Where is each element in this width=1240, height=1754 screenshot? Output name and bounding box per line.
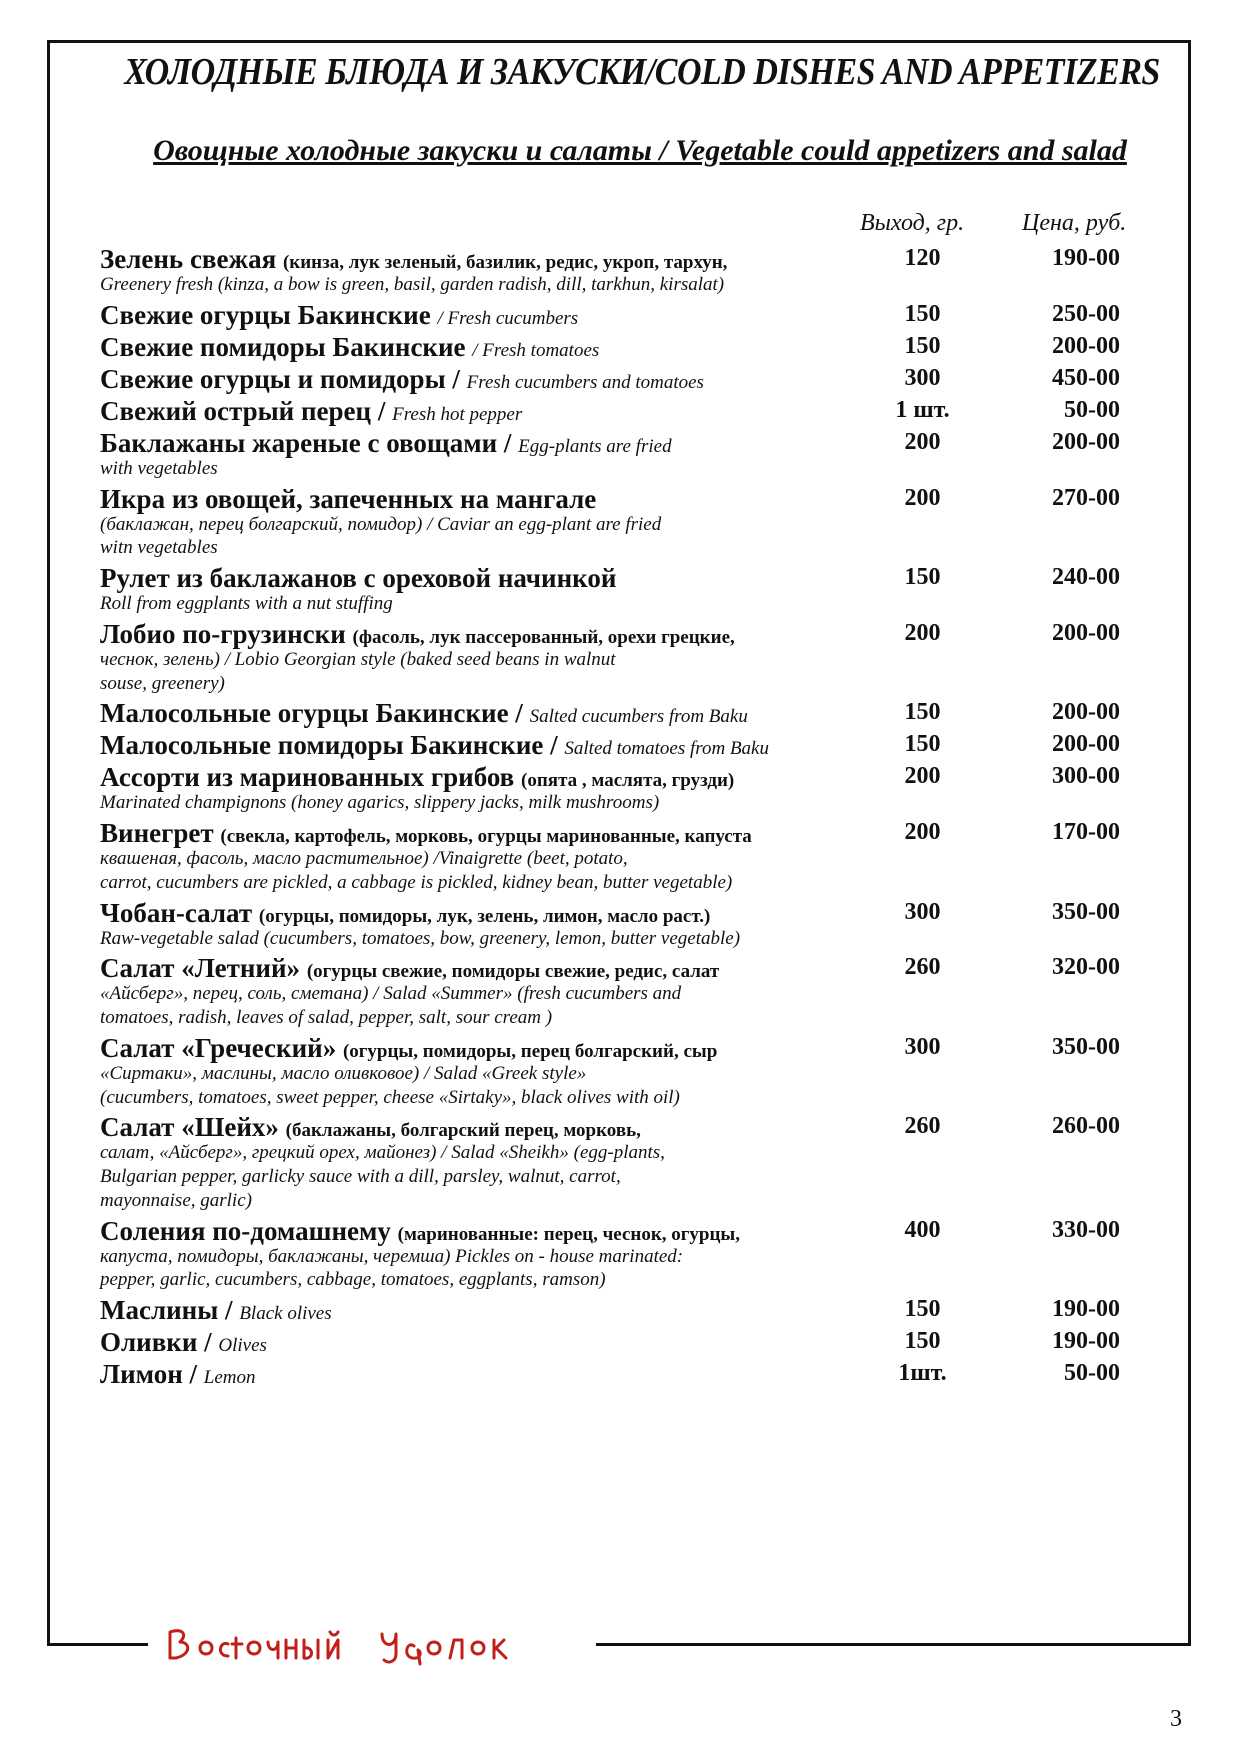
menu-item-name: Малосольные огурцы Бакинские / bbox=[100, 698, 523, 729]
menu-item-en-description: / Fresh tomatoes bbox=[472, 339, 600, 361]
menu-item-description-line: Marinated champignons (honey agarics, slippery jacks, milk mushrooms) bbox=[100, 792, 660, 814]
menu-item-description-line: чеснок, зелень) / Lobio Georgian style (baked seed beans in walnut bbox=[100, 648, 616, 670]
menu-item-price: 240-00 bbox=[1052, 564, 1120, 590]
menu-item bbox=[100, 427, 1140, 481]
menu-item-name: Лобио по-грузински bbox=[100, 618, 346, 649]
menu-item-title-line bbox=[100, 1032, 820, 1063]
menu-item-name: Свежие помидоры Бакинские bbox=[100, 331, 466, 362]
menu-item bbox=[100, 363, 1140, 394]
menu-item-title-line bbox=[100, 427, 820, 458]
menu-item-en-description: Olives bbox=[218, 1335, 267, 1356]
menu-item-description-line: souse, greenery) bbox=[100, 672, 225, 694]
menu-item-weight: 150 bbox=[904, 1296, 941, 1322]
menu-item-title-line bbox=[100, 1215, 820, 1246]
menu-item-price: 50-00 bbox=[1064, 1360, 1120, 1386]
menu-item bbox=[100, 897, 1140, 951]
menu-item-price: 250-00 bbox=[1052, 300, 1120, 327]
menu-item-weight: 300 bbox=[904, 898, 941, 925]
menu-item-title-line bbox=[100, 897, 820, 928]
menu-item bbox=[100, 1032, 1140, 1110]
menu-item-weight: 150 bbox=[904, 731, 941, 758]
menu-item-description-line: tomatoes, radish, leaves of salad, pepper, salt, sour cream ) bbox=[100, 1007, 553, 1028]
menu-item bbox=[100, 1361, 1140, 1388]
menu-item-en-description: Black olives bbox=[239, 1303, 332, 1324]
menu-item bbox=[100, 483, 1140, 561]
menu-item bbox=[100, 618, 1140, 696]
menu-item-weight: 200 bbox=[904, 619, 941, 646]
menu-item bbox=[100, 299, 1140, 330]
menu-item-ru-description: (кинза, лук зеленый, базилик, редис, укроп, тархун, bbox=[282, 252, 728, 273]
page-title: ХОЛОДНЫЕ БЛЮДА И ЗАКУСКИ/COLD DISHES AND APPETIZERS bbox=[124, 51, 1160, 94]
menu-item bbox=[100, 700, 1140, 727]
menu-item-price: 350-00 bbox=[1052, 898, 1120, 925]
menu-item-description-line: Greenery fresh (kinza, a bow is green, basil, garden radish, dill, tarkhun, kirsalat) bbox=[100, 274, 725, 295]
menu-item-description-line: Roll from eggplants with a nut stuffing bbox=[100, 593, 393, 614]
menu-item bbox=[100, 1329, 1140, 1356]
menu-item-weight: 300 bbox=[904, 1033, 941, 1060]
menu-item-description-line: капуста, помидоры, баклажаны, черемша) Pickles on - house marinated: bbox=[100, 1245, 684, 1267]
restaurant-logo-lettering bbox=[162, 1624, 582, 1668]
menu-item-title-line bbox=[100, 764, 820, 791]
menu-item-description-line: Bulgarian pepper, garlicky sauce with a dill, parsley, walnut, carrot, bbox=[100, 1166, 621, 1187]
menu-item-weight: 1шт. bbox=[898, 1360, 947, 1386]
menu-item-description-line: mayonnaise, garlic) bbox=[100, 1189, 252, 1211]
menu-item-weight: 150 bbox=[904, 564, 941, 590]
menu-item-weight: 400 bbox=[904, 1216, 941, 1243]
menu-item-ru-description: (опята , маслята, грузди) bbox=[521, 770, 735, 792]
menu-item-description-line: with vegetables bbox=[100, 457, 218, 479]
menu-item-title-line bbox=[100, 618, 820, 649]
menu-item-name: Рулет из баклажанов с ореховой начинкой bbox=[100, 563, 617, 593]
menu-item-title-line bbox=[100, 331, 820, 362]
menu-item-en-description: Egg-plants are fried bbox=[518, 435, 672, 457]
menu-item-title-line bbox=[100, 395, 820, 426]
menu-item-en-description: Fresh cucumbers and tomatoes bbox=[466, 371, 704, 393]
menu-item-price: 200-00 bbox=[1052, 731, 1120, 758]
menu-item-weight: 200 bbox=[904, 819, 941, 845]
menu-item-en-description: / Fresh cucumbers bbox=[437, 307, 579, 329]
menu-item-price: 260-00 bbox=[1052, 1113, 1120, 1140]
menu-item-price: 170-00 bbox=[1052, 819, 1120, 845]
menu-item-title-line bbox=[100, 1329, 820, 1356]
menu-item-price: 450-00 bbox=[1052, 364, 1120, 391]
menu-item-name: Ассорти из маринованных грибов bbox=[100, 762, 515, 793]
menu-item-title-line bbox=[100, 246, 820, 273]
menu-item-title-line bbox=[100, 700, 820, 727]
menu-item-price: 190-00 bbox=[1052, 1328, 1120, 1354]
menu-item-name: Салат «Греческий» bbox=[100, 1032, 337, 1063]
menu-item bbox=[100, 732, 1140, 759]
menu-item-description-line: Raw-vegetable salad (cucumbers, tomatoes, bow, greenery, lemon, butter vegetable) bbox=[100, 927, 741, 949]
menu-item-description-line: салат, «Айсберг», грецкий орех, майонез) / Salad «Sheikh» (egg-plants, bbox=[100, 1142, 665, 1164]
menu-item bbox=[100, 820, 1140, 895]
menu-item-price: 320-00 bbox=[1052, 954, 1120, 981]
menu-item-en-description: Fresh hot pepper bbox=[392, 403, 523, 425]
menu-item-title-line bbox=[100, 565, 820, 592]
price-column-header: Цена, руб. bbox=[1022, 210, 1127, 236]
menu-item-weight: 150 bbox=[904, 699, 941, 726]
menu-item-name: Винегрет bbox=[100, 818, 214, 848]
menu-item-ru-description: (свекла, картофель, морковь, огурцы маринованные, капуста bbox=[220, 826, 752, 847]
menu-item-en-description: Salted cucumbers from Baku bbox=[529, 706, 748, 728]
menu-item-weight: 300 bbox=[904, 364, 941, 391]
menu-item-name: Зелень свежая bbox=[100, 244, 277, 274]
menu-item-title-line bbox=[100, 1114, 820, 1141]
menu-item-ru-description: (огурцы свежие, помидоры свежие, редис, салат bbox=[306, 961, 720, 983]
menu-item bbox=[100, 395, 1140, 426]
menu-item-description-line: (баклажан, перец болгарский, помидор) / Caviar an egg-plant are fried bbox=[100, 513, 662, 535]
menu-item-title-line bbox=[100, 1297, 820, 1324]
menu-item-name: Салат «Шейх» bbox=[100, 1112, 279, 1143]
menu-item-weight: 150 bbox=[904, 300, 941, 327]
menu-item-weight: 120 bbox=[904, 245, 941, 271]
menu-item-name: Соления по-домашнему bbox=[100, 1215, 391, 1246]
menu-item bbox=[100, 1297, 1140, 1324]
menu-item-name: Баклажаны жареные с овощами / bbox=[100, 427, 512, 458]
menu-item bbox=[100, 955, 1140, 1030]
menu-item-name: Свежий острый перец / bbox=[100, 395, 386, 426]
menu-item-weight: 1 шт. bbox=[895, 396, 950, 423]
menu-item-title-line bbox=[100, 1361, 820, 1388]
menu-item bbox=[100, 331, 1140, 362]
menu-item-weight: 150 bbox=[904, 1328, 941, 1354]
menu-item-price: 200-00 bbox=[1052, 332, 1120, 359]
restaurant-logo bbox=[148, 1624, 596, 1668]
menu-item-weight: 260 bbox=[904, 954, 941, 981]
page-number: 3 bbox=[1170, 1706, 1182, 1732]
menu-item-description-line: pepper, garlic, cucumbers, cabbage, tomatoes, eggplants, ramson) bbox=[100, 1269, 606, 1291]
menu-item-name: Лимон / bbox=[100, 1359, 198, 1389]
menu-item bbox=[100, 1215, 1140, 1293]
menu-item-price: 300-00 bbox=[1052, 763, 1120, 790]
menu-item-price: 200-00 bbox=[1052, 619, 1120, 646]
menu-item-name: Маслины / bbox=[100, 1295, 233, 1325]
menu-item-ru-description: (баклажаны, болгарский перец, морковь, bbox=[285, 1120, 641, 1142]
menu-item-name: Свежие огурцы Бакинские bbox=[100, 299, 431, 330]
menu-item bbox=[100, 764, 1140, 815]
menu-item-description-line: «Сиртаки», маслины, масло оливковое) / Salad «Greek style» bbox=[100, 1062, 587, 1084]
menu-item-weight: 200 bbox=[904, 484, 941, 511]
menu-item-en-description: Lemon bbox=[203, 1367, 256, 1388]
menu-item-title-line bbox=[100, 299, 820, 330]
menu-item-price: 190-00 bbox=[1052, 245, 1120, 271]
menu-item-ru-description: (огурцы, помидоры, лук, зелень, лимон, масло раст.) bbox=[258, 905, 711, 927]
menu-item-price: 330-00 bbox=[1052, 1216, 1120, 1243]
menu-item-ru-description: (маринованные: перец, чеснок, огурцы, bbox=[397, 1223, 741, 1245]
menu-item-weight: 260 bbox=[904, 1113, 941, 1140]
menu-item-ru-description: (огурцы, помидоры, перец болгарский, сыр bbox=[342, 1040, 718, 1062]
menu-item-name: Салат «Летний» bbox=[100, 953, 301, 984]
weight-column-header: Выход, гр. bbox=[860, 210, 965, 236]
menu-item-title-line bbox=[100, 820, 820, 847]
menu-item-price: 270-00 bbox=[1052, 484, 1120, 511]
menu-item-title-line bbox=[100, 483, 820, 514]
menu-item-price: 350-00 bbox=[1052, 1033, 1120, 1060]
menu-item bbox=[100, 565, 1140, 616]
menu-item-name: Свежие огурцы и помидоры / bbox=[100, 363, 460, 394]
menu-item-price: 50-00 bbox=[1064, 396, 1120, 423]
menu-item-name: Малосольные помидоры Бакинские / bbox=[100, 730, 558, 761]
menu-item-price: 190-00 bbox=[1052, 1296, 1120, 1322]
menu-item-en-description: Salted tomatoes from Baku bbox=[564, 738, 769, 760]
menu-item-description-line: witn vegetables bbox=[100, 537, 218, 559]
menu-item-description-line: квашеная, фасоль, масло растительное) /Vinaigrette (beet, potato, bbox=[100, 848, 628, 869]
menu-item-weight: 200 bbox=[904, 428, 941, 455]
menu-item-description-line: carrot, cucumbers are pickled, a cabbage is pickled, kidney bean, butter vegetable) bbox=[100, 871, 733, 893]
menu-item-ru-description: (фасоль, лук пассерованный, орехи грецкие, bbox=[352, 626, 735, 648]
section-subtitle: Овощные холодные закуски и салаты / Vegetable could appetizers and salad bbox=[153, 134, 1127, 167]
menu-item-title-line bbox=[100, 955, 820, 982]
menu-item bbox=[100, 246, 1140, 297]
menu-item-price: 200-00 bbox=[1052, 428, 1120, 455]
menu-item-weight: 150 bbox=[904, 332, 941, 359]
menu-item-description-line: «Айсберг», перец, соль, сметана) / Salad «Summer» (fresh cucumbers and bbox=[100, 983, 682, 1005]
menu-item-description-line: (cucumbers, tomatoes, sweet pepper, cheese «Sirtaky», black olives with oil) bbox=[100, 1086, 680, 1108]
menu-item-title-line bbox=[100, 363, 820, 394]
menu-item-name: Оливки / bbox=[100, 1327, 212, 1357]
menu-item-weight: 200 bbox=[904, 763, 941, 790]
menu-item bbox=[100, 1114, 1140, 1212]
menu-item-price: 200-00 bbox=[1052, 699, 1120, 726]
menu-item-name: Икра из овощей, запеченных на мангале bbox=[100, 483, 597, 514]
menu-item-name: Чобан-салат bbox=[100, 897, 253, 928]
menu-item-title-line bbox=[100, 732, 820, 759]
menu-items-list bbox=[100, 246, 1140, 1393]
